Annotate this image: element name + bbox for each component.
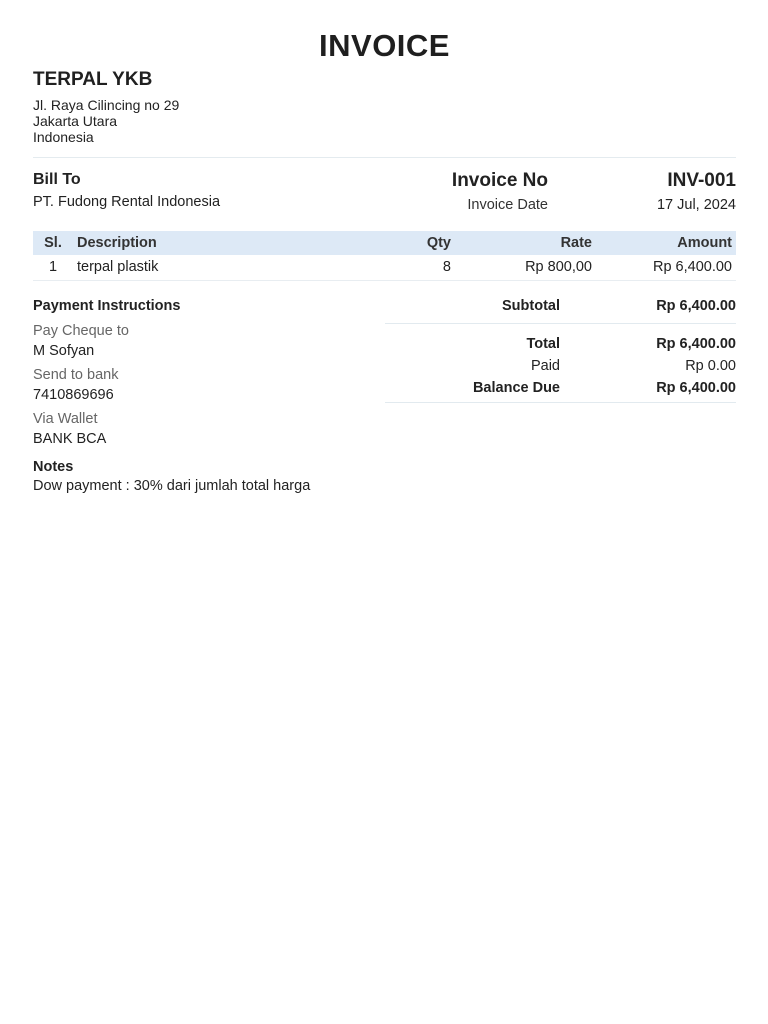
balance-due-label: Balance Due: [472, 380, 560, 396]
send-to-bank-value: 7410869696: [33, 387, 114, 403]
notes-text: Dow payment : 30% dari jumlah total harga: [33, 478, 311, 494]
bill-to-name: PT. Fudong Rental Indonesia: [33, 194, 221, 210]
header-qty: Qty: [426, 235, 451, 251]
invoice-number-label: Invoice No: [451, 170, 548, 191]
address-line: Indonesia: [33, 129, 94, 145]
address-line: Jakarta Utara: [33, 113, 118, 129]
via-wallet-value: BANK BCA: [33, 431, 107, 447]
table-row: [33, 255, 736, 281]
company-name: TERPAL YKB: [33, 69, 153, 90]
header-description: Description: [77, 235, 157, 251]
notes-title: Notes: [33, 459, 74, 475]
row-amount: Rp 6,400.00: [652, 259, 732, 275]
subtotal-value: Rp 6,400.00: [656, 298, 736, 314]
table-header-row: [33, 231, 736, 255]
invoice-date-value: 17 Jul, 2024: [656, 197, 736, 213]
total-label: Total: [526, 336, 560, 352]
invoice-date-label: Invoice Date: [467, 197, 548, 213]
balance-due-value: Rp 6,400.00: [656, 380, 736, 396]
totals-divider: [385, 402, 736, 403]
header-divider: [33, 157, 736, 158]
row-rate: Rp 800,00: [525, 259, 592, 275]
subtotal-divider: [385, 323, 736, 324]
via-wallet-label: Via Wallet: [33, 411, 98, 427]
send-to-bank-label: Send to bank: [33, 367, 119, 383]
row-qty: 8: [442, 259, 451, 275]
address-line: Jl. Raya Cilincing no 29: [33, 97, 180, 113]
header-sl: Sl.: [44, 235, 62, 251]
line-items-table: [33, 231, 736, 281]
pay-cheque-value: M Sofyan: [33, 343, 95, 359]
bill-to-label: Bill To: [33, 171, 81, 188]
total-value: Rp 6,400.00: [656, 336, 736, 352]
pay-cheque-label: Pay Cheque to: [33, 323, 129, 339]
header-rate: Rate: [560, 235, 592, 251]
row-sl: 1: [48, 259, 58, 275]
paid-value: Rp 0.00: [685, 358, 736, 374]
subtotal-label: Subtotal: [502, 298, 560, 314]
company-address: [33, 97, 179, 145]
invoice-title: INVOICE: [319, 28, 450, 63]
invoice-page: [33, 0, 736, 1024]
payment-instructions-title: Payment Instructions: [33, 298, 181, 314]
paid-label: Paid: [530, 358, 560, 374]
row-description: terpal plastik: [77, 259, 159, 275]
invoice-number-value: INV-001: [667, 170, 736, 191]
header-amount: Amount: [677, 235, 732, 251]
